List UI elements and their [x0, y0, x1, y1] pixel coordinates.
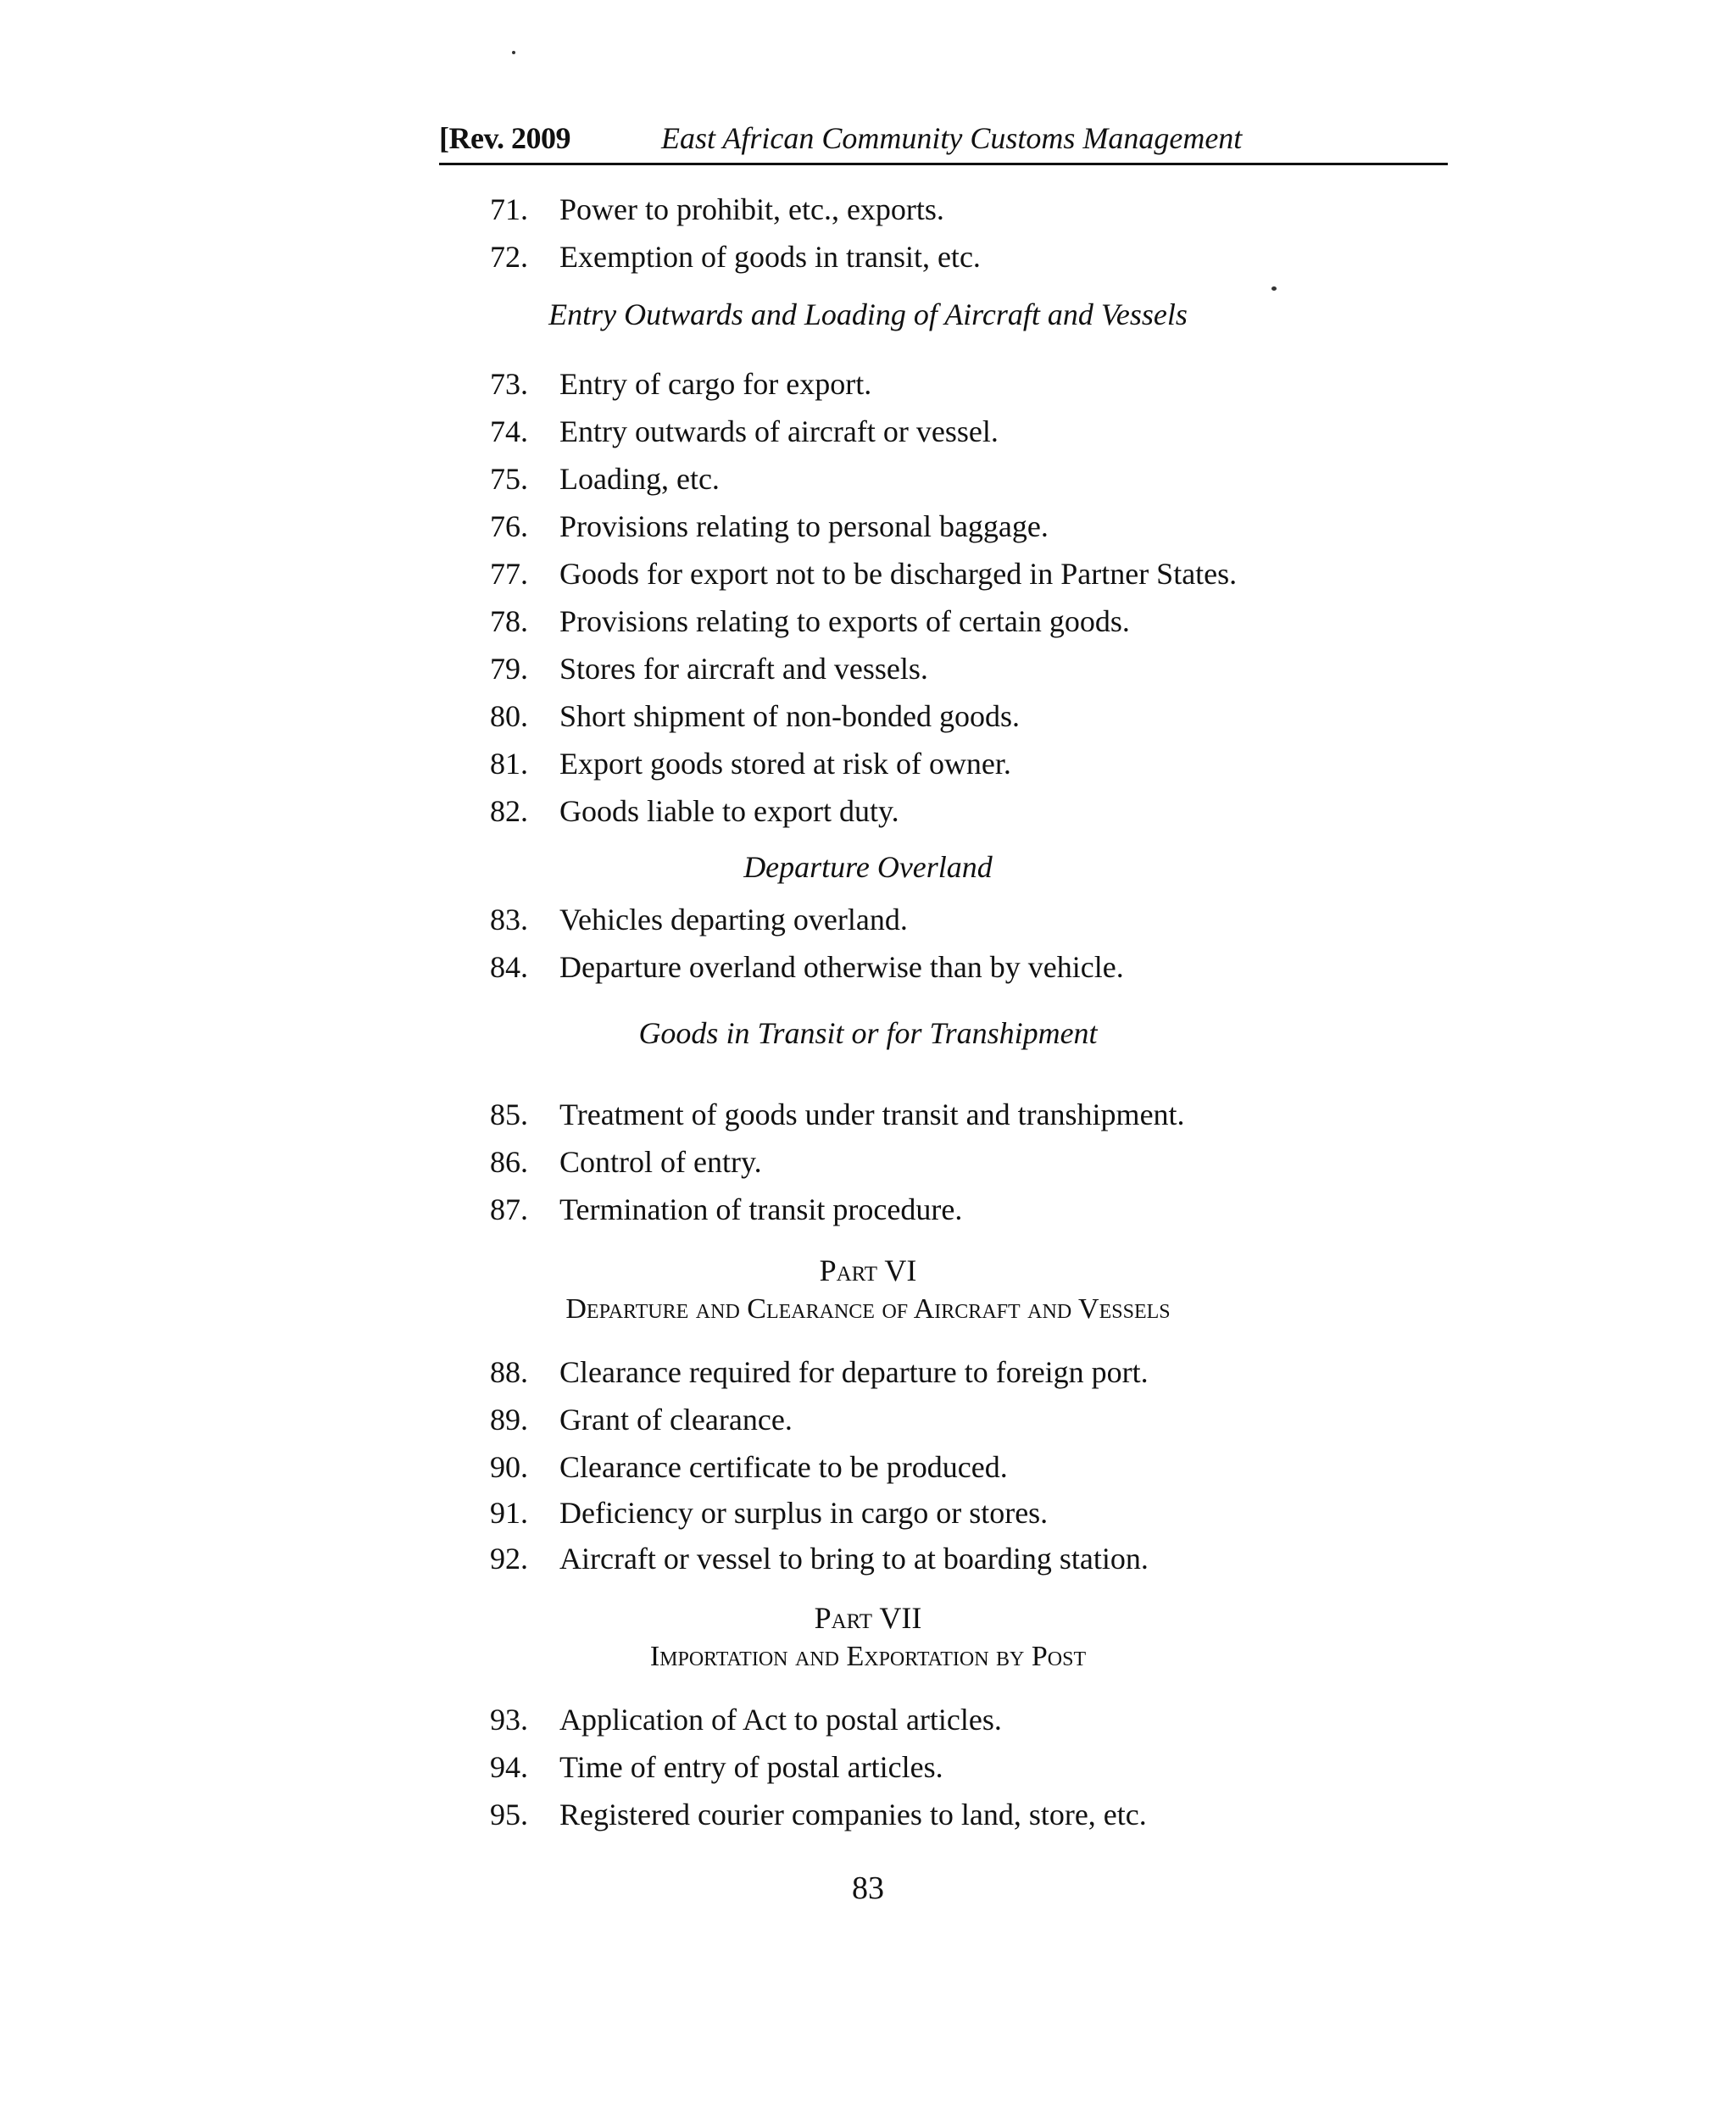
act-title: East African Community Customs Management — [661, 121, 1243, 155]
subheading-entry-outwards: Entry Outwards and Loading of Aircraft and Vessels — [548, 297, 1188, 331]
section-number: 79. — [490, 652, 528, 686]
section-title: Goods liable to export duty. — [559, 794, 899, 828]
section-number: 87. — [490, 1192, 528, 1226]
section-number: 86. — [490, 1145, 528, 1179]
section-title: Provisions relating to personal baggage. — [559, 509, 1049, 543]
section-entry — [490, 651, 928, 686]
section-number: 78. — [490, 604, 528, 638]
section-title: Control of entry. — [559, 1145, 762, 1179]
section-number: 74. — [490, 414, 528, 448]
section-title: Goods for export not to be discharged in Partner States. — [559, 557, 1238, 591]
scan-speck — [512, 51, 515, 54]
page-number: 83 — [852, 1870, 884, 1906]
section-entry — [490, 1144, 762, 1180]
section-entry — [490, 1354, 1149, 1390]
section-entry — [490, 603, 1130, 639]
section-entry — [490, 366, 871, 402]
part-vii-title: Importation and Exportation by Post — [649, 1641, 1087, 1672]
section-title: Provisions relating to exports of certain goods. — [559, 604, 1130, 638]
section-entry — [490, 1702, 1002, 1737]
section-number: 77. — [490, 557, 528, 591]
section-entry — [490, 461, 720, 497]
section-number: 95. — [490, 1798, 528, 1831]
section-number: 92. — [490, 1542, 528, 1576]
section-entry — [490, 414, 999, 449]
section-entry — [490, 556, 1237, 592]
section-entry — [490, 1749, 943, 1785]
section-number: 89. — [490, 1403, 528, 1437]
section-number: 71. — [490, 192, 528, 226]
subheading-goods-in-transit: Goods in Transit or for Transhipment — [638, 1016, 1098, 1050]
section-title: Registered courier companies to land, store, etc. — [559, 1798, 1147, 1831]
running-header — [439, 120, 1448, 165]
section-title: Time of entry of postal articles. — [559, 1750, 943, 1784]
section-title: Grant of clearance. — [559, 1403, 793, 1437]
section-number: 91. — [490, 1496, 528, 1530]
section-title: Loading, etc. — [559, 462, 720, 496]
section-title: Short shipment of non-bonded goods. — [559, 699, 1020, 733]
section-title: Departure overland otherwise than by vehicle. — [559, 950, 1124, 984]
part-vi-title: Departure and Clearance of Aircraft and Vessels — [565, 1293, 1171, 1325]
scan-speck — [1271, 286, 1277, 291]
section-entry — [490, 902, 908, 937]
section-title: Clearance required for departure to foreign port. — [559, 1355, 1149, 1389]
section-title: Deficiency or surplus in cargo or stores. — [559, 1496, 1049, 1530]
part-vi-label: Part VI — [819, 1253, 917, 1287]
section-title: Power to prohibit, etc., exports. — [559, 192, 944, 226]
section-title: Termination of transit procedure. — [559, 1192, 963, 1226]
section-entry — [490, 1192, 962, 1227]
section-number: 81. — [490, 747, 528, 781]
section-entry — [490, 1541, 1149, 1576]
section-entry — [490, 509, 1049, 544]
section-title: Application of Act to postal articles. — [559, 1703, 1002, 1737]
section-number: 94. — [490, 1750, 528, 1784]
section-number: 76. — [490, 509, 528, 543]
section-entry — [490, 1097, 1185, 1132]
section-entry — [490, 239, 981, 275]
section-entry — [490, 1495, 1048, 1531]
section-number: 75. — [490, 462, 528, 496]
section-entry — [490, 698, 1020, 734]
section-title: Entry of cargo for export. — [559, 367, 872, 401]
subheading-departure-overland: Departure Overland — [743, 850, 993, 884]
section-entry — [490, 1402, 793, 1437]
section-title: Aircraft or vessel to bring to at boarding station. — [559, 1542, 1149, 1576]
section-entry — [490, 192, 944, 227]
section-number: 72. — [490, 240, 528, 274]
section-number: 84. — [490, 950, 528, 984]
section-title: Entry outwards of aircraft or vessel. — [559, 414, 999, 448]
section-number: 82. — [490, 794, 528, 828]
section-entry — [490, 1449, 1008, 1485]
section-number: 80. — [490, 699, 528, 733]
section-title: Clearance certificate to be produced. — [559, 1450, 1008, 1484]
revision-label: [Rev. 2009 — [439, 121, 570, 155]
section-title: Vehicles departing overland. — [559, 903, 908, 937]
section-entry — [490, 949, 1124, 985]
section-number: 83. — [490, 903, 528, 937]
section-entry — [490, 746, 1011, 781]
section-title: Exemption of goods in transit, etc. — [559, 240, 981, 274]
section-entry — [490, 793, 899, 829]
section-number: 93. — [490, 1703, 528, 1737]
section-title: Export goods stored at risk of owner. — [559, 747, 1011, 781]
section-number: 85. — [490, 1098, 528, 1131]
part-vii-label: Part VII — [814, 1601, 922, 1635]
section-title: Stores for aircraft and vessels. — [559, 652, 928, 686]
section-number: 90. — [490, 1450, 528, 1484]
section-entry — [490, 1797, 1147, 1832]
section-number: 73. — [490, 367, 528, 401]
section-number: 88. — [490, 1355, 528, 1389]
section-title: Treatment of goods under transit and transhipment. — [559, 1098, 1185, 1131]
